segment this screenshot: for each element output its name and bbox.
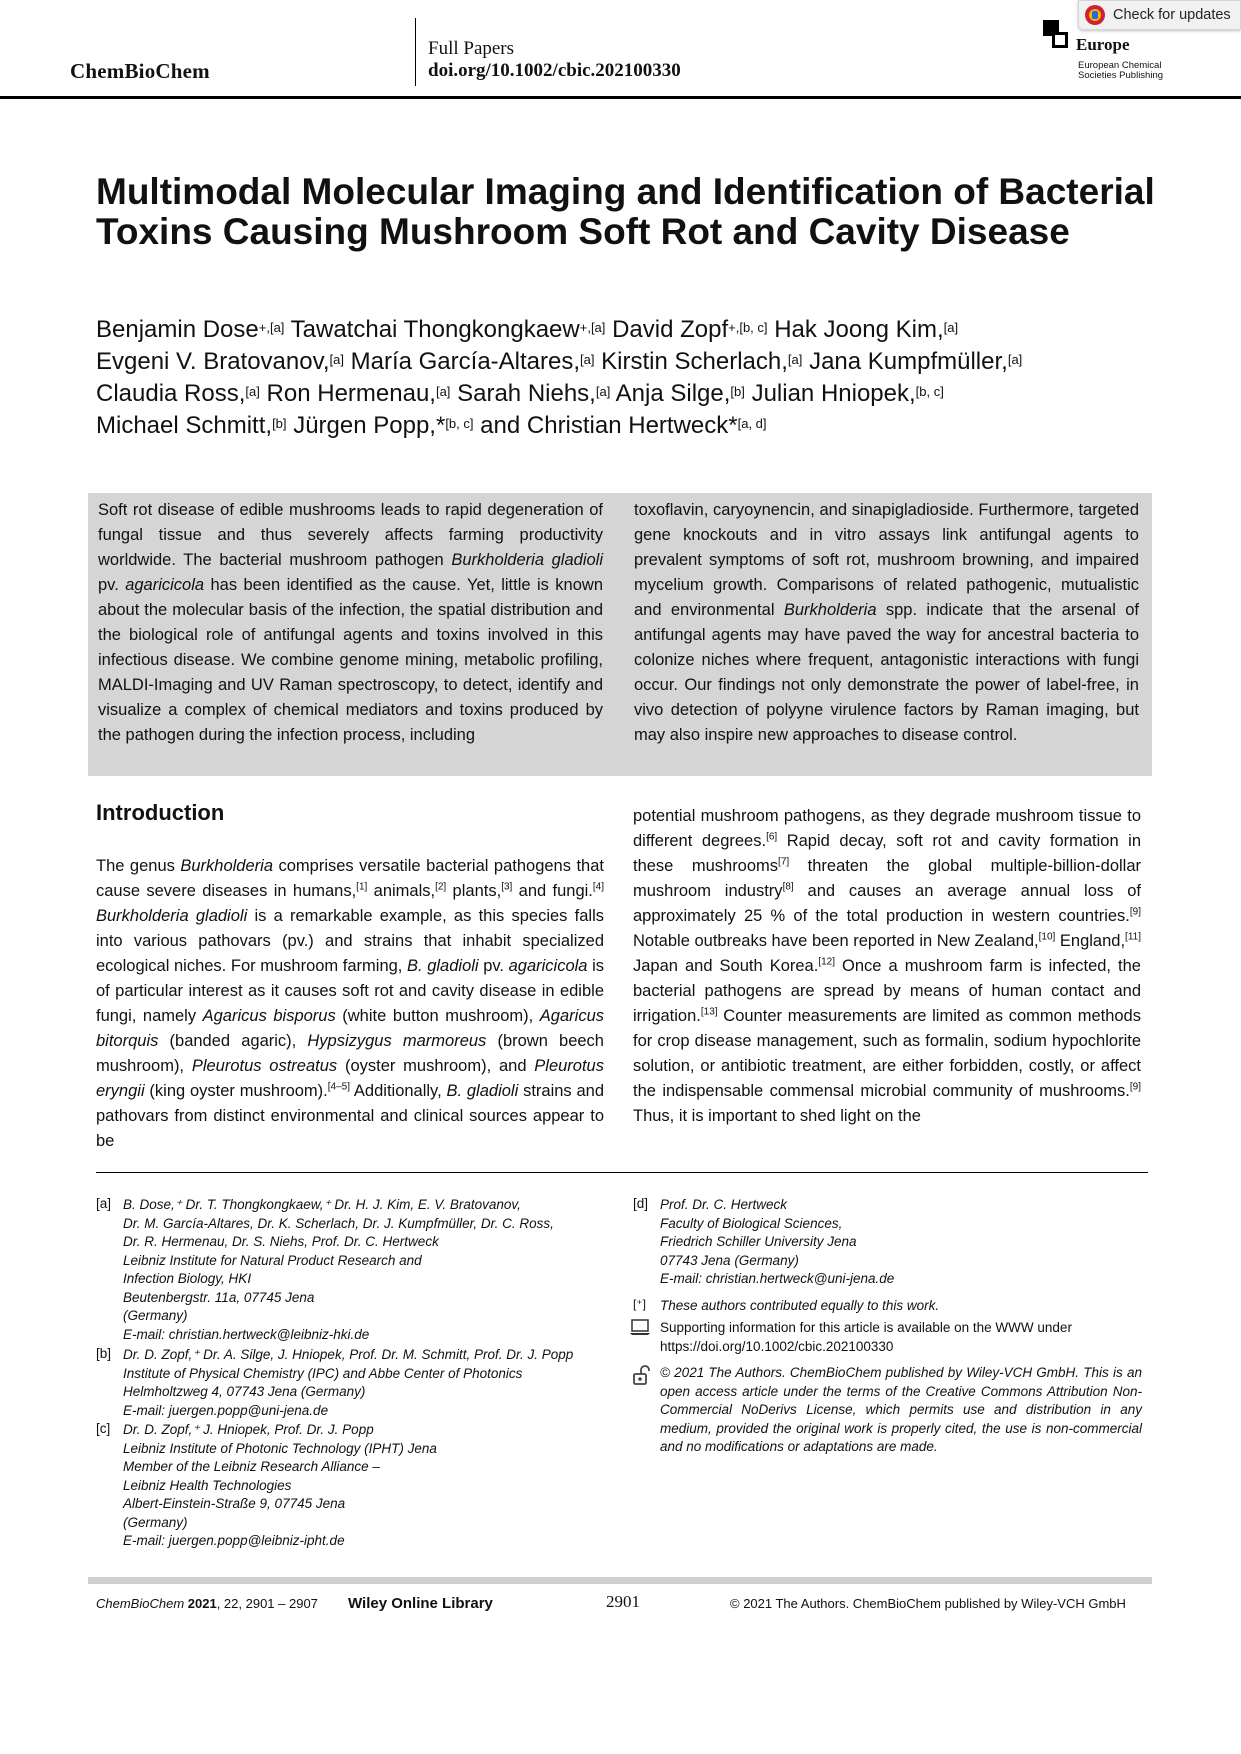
author-affiliation-sup: [b] [730,384,745,399]
footnote-line: Friedrich Schiller University Jena [660,1234,857,1249]
author [752,380,944,407]
author-affiliation-sup: [a] [943,320,959,335]
logo-subtitle-2: Societies Publishing [1078,70,1164,81]
text-run: England, [1055,932,1126,950]
text-run: Burkholderia gladioli [96,907,248,925]
footer-citation [96,1596,318,1611]
text-run: [10] [1038,931,1056,943]
abstract-column-right [634,498,1139,748]
author-affiliation-sup: [a] [787,352,803,367]
text-run: [6] [766,831,778,843]
text-run: The genus [96,857,181,875]
author [293,412,473,439]
text-run: [4] [592,881,605,893]
author-name: and Christian Hertweck* [480,412,738,439]
footnote-d-affiliation [660,1196,1130,1289]
author-affiliation-sup: [a] [580,352,595,367]
text-run: pv. [478,957,509,975]
introduction-column-left [96,854,604,1154]
text-run: comprises versatile bacterial pathogens that cause severe diseases in humans, [96,857,604,900]
chemistry-europe-logo-icon [1043,20,1069,50]
footnote-d-tag: [d] [633,1196,649,1211]
text-run: (king oyster mushroom). [144,1082,328,1100]
author [351,348,595,375]
wiley-online-library-link[interactable]: Wiley Online Library [348,1595,493,1612]
text-run: is of particular interest as it causes soft rot and cavity disease in edible fungi, namely [96,957,605,1025]
logo-europe-text: Europe [1076,35,1130,54]
footnote-line: Dr. M. García-Altares, Dr. K. Scherlach, Dr. J. Kumpfmüller, Dr. C. Ross, [123,1215,554,1231]
author [616,380,745,407]
logo-subtitle-1: European Chemical [1078,60,1162,71]
text-run: [7] [778,856,790,868]
header-rule [0,96,1241,99]
journal-name: ChemBioChem [70,59,210,83]
text-run: Counter measurements are limited as common methods for crop disease management, such as formalin, sodium hypochlorite solution, or antibiotic treatment, are either forbidden, costly, or affect the indispensable commensal microbial community of mushrooms. [633,1007,1141,1100]
article-title: Multimodal Molecular Imaging and Identification of Bacterial Toxins Causing Mushroom Soft Rot and Cavity Disease [96,171,1155,252]
text-run: Burkholderia gladioli [451,551,603,569]
text-run: Thus, it is important to shed light on the [633,1107,921,1125]
text-run: [8] [782,881,794,893]
author-name: Anja Silge, [615,380,731,407]
footnote-line: B. Dose,⁺ Dr. T. Thongkongkaew,⁺ Dr. H. J. Kim, E. V. Bratovanov, [123,1197,521,1212]
author-name: Evgeni V. Bratovanov, [96,348,330,375]
text-run: B. gladioli [446,1082,519,1100]
text-run: [13] [700,1006,718,1018]
footnote-line: Institute of Physical Chemistry (IPC) and Abbe Center of Photonics [123,1365,523,1381]
open-access-license-note: © 2021 The Authors. ChemBioChem published by Wiley-VCH GmbH. This is an open access article under the terms of the Creative Commons Attribution Non-Commercial NoDerivs License, which permits use and distribution in any medium, provided the original work is properly cited, the use is non-commercial and no modifications or adaptations are made. [660,1365,1142,1454]
author [96,348,344,375]
author-affiliation-sup: [a] [245,384,260,399]
abstract-box [88,493,1152,776]
introduction-heading: Introduction [96,800,225,825]
author [774,316,958,343]
footnote-rule [96,1172,1148,1173]
footnote-a-tag: [a] [96,1196,112,1211]
author-name: Sarah Niehs, [457,380,596,407]
text-run: potential mushroom pathogens, as they degrade mushroom tissue to different degrees. [633,807,1141,850]
introduction-column-right [633,804,1141,1129]
footer-citation-volume: , 22, 2901 – 2907 [216,1596,318,1611]
author-name: Tawatchai Thongkongkaew [290,316,580,343]
author [267,380,451,407]
author [612,316,767,343]
author-name: Jürgen Popp,* [293,412,446,439]
author-name: Ron Hermenau, [266,380,436,407]
author-list [96,314,1156,442]
text-run: (brown beech mushroom), [96,1032,604,1075]
author-affiliation-sup: +,[a] [579,320,606,335]
text-run: agaricicola [125,576,205,594]
crossmark-icon [1085,5,1105,25]
text-run: Agaricus bitorquis [96,1007,604,1050]
footnote-line: Member of the Leibniz Research Alliance – [123,1459,380,1474]
text-run: has been identified as the cause. Yet, little is known about the molecular basis of the infection, the spatial distribution and the biological role of antifungal agents and toxins involved in this infectious disease. We combine genome mining, metabolic profiling, MALDI-Imaging and UV Raman spectroscopy, to detect, identify and visualize a complex of chemical mediators and toxins produced by the pathogen during the infection process, including [98,576,603,744]
footnote-line: E-mail: juergen.popp@leibniz-ipht.de [123,1533,345,1548]
text-run: [12] [818,956,835,968]
author-affiliation-sup: +,[a] [258,320,285,335]
text-run: Soft rot disease of edible mushrooms leads to rapid degeneration of fungal tissue and thus severely affects farming productivity worldwide. The bacterial mushroom pathogen [98,501,603,569]
footnote-line: (Germany) [123,1308,188,1323]
author-name: Claudia Ross, [96,380,246,407]
text-run: Once a mushroom farm is infected, the bacterial pathogens are spread by means of human contact and irrigation. [633,957,1141,1025]
laptop-icon [629,1319,651,1336]
text-run: [4–5] [327,1081,351,1093]
text-run: Pleurotus ostreatus [191,1057,338,1075]
text-run: (oyster mushroom), and [337,1057,535,1075]
text-run: [3] [501,881,513,893]
check-for-updates-button[interactable] [1078,0,1241,30]
footnote-c-tag: [c] [96,1421,111,1436]
text-run: [9] [1129,1081,1141,1093]
author [291,316,606,343]
header-divider [415,18,416,86]
footer-copyright: © 2021 The Authors. ChemBioChem published by Wiley-VCH GmbH [730,1596,1126,1611]
footnote-line: Infection Biology, HKI [123,1271,252,1286]
check-for-updates-label: Check for updates [1113,7,1231,23]
author-affiliation-sup: +,[b, c] [728,320,768,335]
author [96,316,284,343]
author-name: Hak Joong Kim, [774,316,944,343]
author-affiliation-sup: [a] [435,384,451,399]
footnote-line: E-mail: christian.hertweck@leibniz-hki.de [123,1326,370,1342]
author [96,412,287,439]
text-run: toxoflavin, caryoynencin, and sinapigladioside. Furthermore, targeted gene knockouts and in vitro assays link antifungal agents to prevalent symptoms of soft rot, mushroom browning, and impaired mycelium growth. Comparisons of related pathogenic, mutualistic and environmental [634,501,1139,619]
author-name: Julian Hniopek, [751,380,916,407]
text-run: spp. indicate that the arsenal of antifungal agents may have paved the way for ancestral bacteria to colonize niches where frequent, antagonistic interactions with fungi occur. Our findings not only demonstrate the power of label-free, in vivo detection of polyyne virulence factors by Raman imaging, but may also inspire new approaches to disease control. [634,601,1139,744]
author-affiliation-sup: [a] [595,384,611,399]
footnote-line: (Germany) [123,1514,188,1530]
author [96,380,260,407]
author-name: Benjamin Dose [96,316,259,343]
author-affiliation-sup: [a] [1007,352,1023,367]
footnote-line: Dr. D. Zopf,⁺ Dr. A. Silge, J. Hniopek, Prof. Dr. M. Schmitt, Prof. Dr. J. Popp [123,1347,574,1362]
footer-citation-journal: ChemBioChem [96,1596,185,1611]
footnote-line: Beutenbergstr. 11a, 07745 Jena [123,1289,315,1305]
author-affiliation-sup: [b] [272,416,287,431]
section-label: Full Papers [428,38,515,59]
footnote-line: 07743 Jena (Germany) [660,1252,799,1268]
author [809,348,1022,375]
supporting-information-note: Supporting information for this article is available on the WWW under https://doi.org/10.1002/cbic.202100330 [660,1320,1072,1354]
text-run: pv. [98,576,126,594]
page-number: 2901 [606,1592,640,1611]
footnote-line: Albert-Einstein-Straße 9, 07745 Jena [123,1496,346,1511]
footnote-line: Leibniz Institute of Photonic Technology (IPHT) Jena [123,1440,437,1456]
author [601,348,802,375]
footnote-line: Dr. D. Zopf,⁺ J. Hniopek, Prof. Dr. J. Popp [123,1422,374,1437]
open-access-lock-icon [630,1364,652,1386]
footnote-line: Dr. R. Hermenau, Dr. S. Niehs, Prof. Dr. C. Hertweck [123,1234,439,1249]
footnote-c-affiliation [123,1421,593,1551]
footnote-b-tag: [b] [96,1346,112,1361]
author-affiliation-sup: [a, d] [737,416,767,431]
footnote-line: E-mail: juergen.popp@uni-jena.de [123,1402,329,1418]
text-run: plants, [446,882,502,900]
footnote-b-affiliation [123,1346,623,1420]
text-run: agaricicola [508,957,588,975]
author-name: Jana Kumpfmüller, [809,348,1008,375]
text-run: Agaricus bisporus [202,1007,336,1025]
author [480,412,766,439]
doi-link[interactable]: doi.org/10.1002/cbic.202100330 [428,60,681,81]
footnote-line: Leibniz Institute for Natural Product Research and [123,1252,422,1268]
footer-citation-year: 2021 [187,1596,217,1611]
text-run: (white button mushroom), [335,1007,540,1025]
text-run: B. gladioli [407,957,479,975]
equal-contribution-note: These authors contributed equally to this work. [660,1298,940,1313]
footnote-line: E-mail: christian.hertweck@uni-jena.de [660,1271,895,1286]
footnote-line: Prof. Dr. C. Hertweck [660,1197,788,1212]
text-run: strains and pathovars from distinct environmental and clinical sources appear to be [96,1082,605,1150]
text-run: [2] [435,881,447,893]
footnote-line: Leibniz Health Technologies [123,1477,292,1493]
text-run: Hypsizygus marmoreus [307,1032,487,1050]
text-run: Burkholderia [180,857,273,875]
footnote-a-affiliation [123,1196,593,1344]
author-name: Kirstin Scherlach, [601,348,788,375]
footnote-line: Helmholtzweg 4, 07743 Jena (Germany) [123,1384,366,1399]
author-name: María García-Altares, [350,348,581,375]
author-affiliation-sup: [b, c] [445,416,474,431]
footer-rule [88,1577,1152,1584]
author-name: Michael Schmitt, [96,412,273,439]
author-name: David Zopf [612,316,729,343]
author [457,380,610,407]
abstract-column-left [98,498,603,748]
footnote-equal-tag: [⁺] [633,1297,647,1311]
text-run: Burkholderia [783,601,877,619]
author-affiliation-sup: [b, c] [915,384,944,399]
text-run: [1] [356,881,368,893]
text-run: Pleurotus eryngii [96,1057,604,1100]
text-run: [9] [1129,906,1141,918]
text-run: Additionally, [350,1082,447,1100]
text-run: Notable outbreaks have been reported in New Zealand, [633,932,1039,950]
text-run: Rapid decay, soft rot and cavity formation in these mushrooms [633,832,1141,875]
text-run: animals, [367,882,436,900]
text-run: and causes an average annual loss of approximately 25 % of the total production in western countries. [633,882,1141,925]
footnote-line: Faculty of Biological Sciences, [660,1215,843,1231]
text-run: threaten the global multiple-billion-dollar mushroom industry [633,857,1141,900]
text-run: and fungi. [512,882,593,900]
text-run: is a remarkable example, as this species falls into various pathovars (pv.) and strains that inhabit specialized ecological niches. For mushroom farming, [96,907,604,975]
text-run: Japan and South Korea. [633,957,819,975]
text-run: [11] [1125,931,1141,943]
text-run: (banded agaric), [158,1032,308,1050]
author-affiliation-sup: [a] [329,352,344,367]
